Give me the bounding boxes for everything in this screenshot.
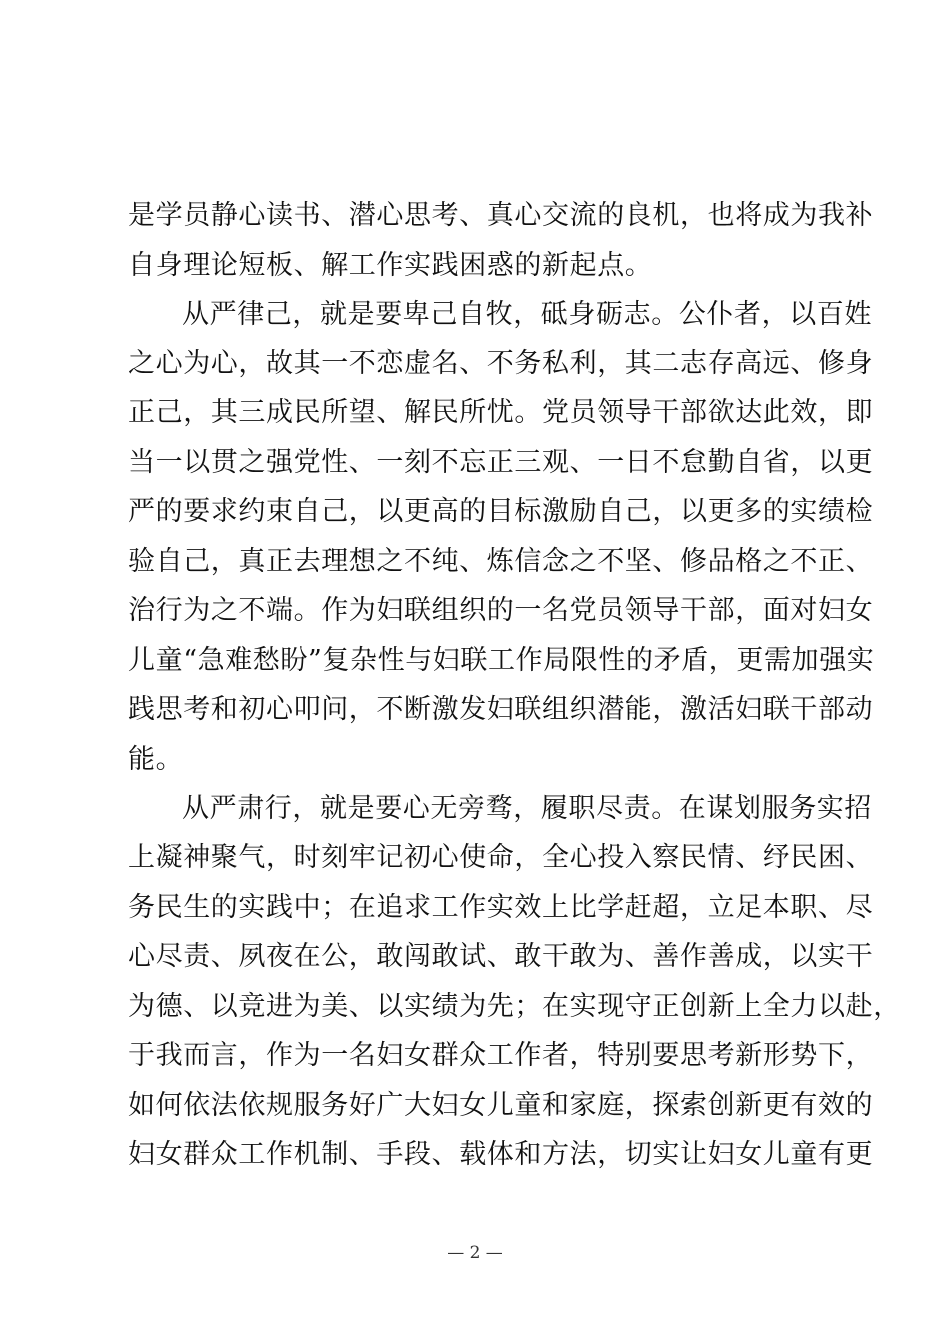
paragraph-start-line: 从严律己，就是要卑己自牧，砥身砺志。公仆者，以百姓 [182,299,872,330]
text-line: 上凝神聚气，时刻牢记初心使命，全心投入察民情、纾民困、 [128,842,874,873]
text-line: 如何依法依规服务好广大妇女儿童和家庭，探索创新更有效的 [128,1090,874,1121]
text-line: 是学员静心读书、潜心思考、真心交流的良机，也将成为我补 [128,200,874,231]
text-line: 当一以贯之强党性、一刻不忘正三观、一日不怠勤自省，以更 [128,447,874,478]
text-line: 妇女群众工作机制、手段、载体和方法，切实让妇女儿童有更 [128,1139,874,1170]
text-line: 践思考和初心叩问，不断激发妇联组织潜能，激活妇联干部动 [128,694,874,725]
text-line: 心尽责、夙夜在公，敢闯敢试、敢干敢为、善作善成，以实干 [128,941,874,972]
text-line: 治行为之不端。作为妇联组织的一名党员领导干部，面对妇女 [128,595,874,626]
text-line: 自身理论短板、解工作实践困惑的新起点。 [128,250,653,281]
text-line: 严的要求约束自己，以更高的目标激励自己，以更多的实绩检 [128,496,874,527]
text-line: 于我而言，作为一名妇女群众工作者，特别要思考新形势下， [128,1040,874,1071]
paragraph-start-line: 从严肃行，就是要心无旁骛，履职尽责。在谋划服务实招 [182,793,872,824]
page-number: — 2 — [447,1243,503,1263]
text-line: 务民生的实践中；在追求工作实效上比学赶超，立足本职、尽 [128,892,874,923]
text-line: 验自己，真正去理想之不纯、炼信念之不坚、修品格之不正、 [128,546,874,577]
text-line: 能。 [128,744,184,775]
text-line: 为德、以竞进为美、以实绩为先；在实现守正创新上全力以赴， [128,991,901,1022]
text-line: 正己，其三成民所望、解民所忧。党员领导干部欲达此效，即 [128,397,874,428]
text-line: 儿童“急难愁盼”复杂性与妇联工作局限性的矛盾，更需加强实 [128,645,875,676]
text-line: 之心为心，故其一不恋虚名、不务私利，其二志存高远、修身 [128,348,874,379]
